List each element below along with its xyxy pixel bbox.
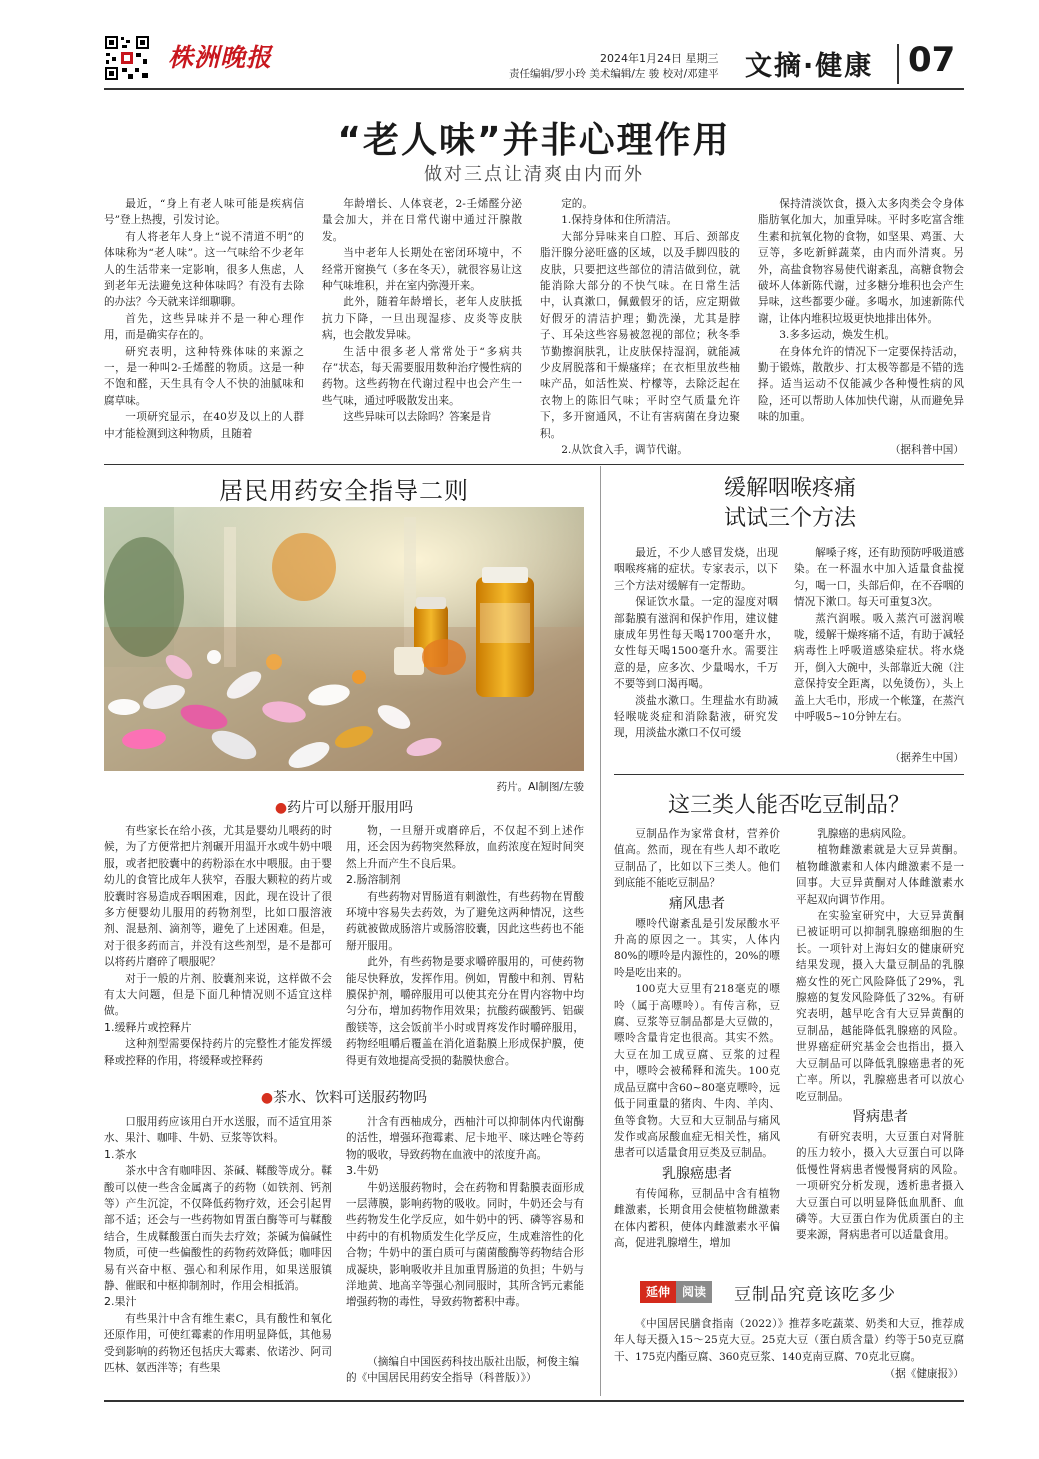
section-name: 文摘·健康 [745,51,874,82]
paragraph: 有研究表明，大豆蛋白对肾脏的压力较小，摄入大豆蛋白可以降低慢性肾病患者慢慢肾病的风险。一项研究分析发现，透析患者摄入大豆蛋白可以明显降低血肌酐、血磷等。大豆蛋白作为优质蛋白的主要来源，肾病患者可以适量食用。 [796,1130,964,1242]
paragraph: 3.多多运动，焕发生机。 [779,329,896,342]
paragraph: 最近，“身上有老人味可能是疾病信号”登上热搜，引发讨论。 [104,198,304,227]
paragraph: 牛奶送服药物时，会在药物和胃黏膜表面形成一层薄膜，影响药物的吸收。同时，牛奶还会与有些药物发生化学反应，如牛奶中的钙、磷等容易和中药中的有机物质发生化学反应，生成难溶性的化合物；牛奶中的蛋白质可与菌菌酸酶等药物结合形成凝块，影响吸收并且加重胃肠道的负担；牛奶与洋地黄、地高辛等强心剂同服时，其所含钙元素能增强药物的毒性，导致药物蓄积中毒。 [346,1181,584,1309]
paragraph: 2.从饮食入手，调节代谢。 [561,444,688,457]
paragraph: 在身体允许的情况下一定要保持活动，勤于锻炼，散散步、打太极等都是不错的选择。适当运动不仅能减少各种慢性病的风险，还可以帮助人体加快代谢，从而避免异味的加重。 [758,345,964,424]
paragraph: 茶水中含有咖啡因、茶碱、鞣酸等成分。鞣酸可以使一些含金属离子的药物（如铁剂、钙剂等）产生沉淀，不仅降低药物疗效，还会引起胃部不适；还会与一些药物如胃蛋白酶等可与鞣酸结合，生成鞣酸蛋白而失去疗效；茶碱为偏碱性物质，可使一些偏酸性的药物药效降低；咖啡因易有兴奋中枢、强心和利尿作用，如果送服镇静、催眠和中枢抑制剂时，作用会相抵消。 [104,1165,332,1293]
paragraph: 最近，不少人感冒发烧，出现咽喉疼痛的症状。专家表示，以下三个方法对缓解有一定帮助。 [614,547,778,592]
article3-title-line1: 缓解咽喉疼痛 [723,476,856,501]
article3-title [616,474,964,534]
subheading: 肾病患者 [852,1108,908,1125]
paragraph: 此外，随着年龄增长，老年人皮肤抵抗力下降，一旦出现湿疹、皮炎等皮肤病，也会散发异味。 [322,296,522,342]
paragraph: 有些家长在给小孩，尤其是婴幼儿喂药的时候，为了方便常把片剂碾开用温开水或牛奶中喂服，或者把胶囊中的药粉添在水中喂服。由于婴幼儿的食管比成年人狭窄，吞服大颗粒的药片或胶囊时容易造成吞咽困难，因此，现在设计了很多方便婴幼儿服用的药物剂型，比如口服溶液剂、混悬剂、滴剂等，避免了上述困难。但是，对于很多药而言，并没有这些剂型，是不是都可以将药片磨碎了喂服呢？ [104,825,332,969]
paragraph: 一项研究显示，在40岁及以上的人群中才能检测到这种物质，且随着 [104,411,304,440]
section-divider [897,44,899,84]
article1-column-4 [758,196,964,442]
paragraph: 蒸汽润喉。吸入蒸汽可滋润喉咙，缓解干燥疼痛不适，有助于减轻病毒性上呼吸道感染症状。将水烧开，倒入大碗中，头部靠近大碗（注意保持安全距离，以免烫伤），头上盖上大毛巾，形成一个帐篷，在蒸汽中呼吸5~10分钟左右。 [794,612,964,724]
article2-source: （摘编自中国医药科技出版社出版，柯俊主编的《中国居民用药安全指导（科普版）》） [346,1356,580,1384]
article1-column-2 [322,196,522,458]
paragraph: 在实验室研究中，大豆异黄酮已被证明可以抑制乳腺癌细胞的生长。一项针对上海妇女的健康研究结果发现，摄入大量豆制品的乳腺癌女性的死亡风险降低了29%，乳腺癌的复发风险降低了32%。有研究表明，越早吃含有大豆异黄酮的豆制品，越能降低乳腺癌的风险。世界癌症研究基金会也指出，摄入大豆制品可以降低乳腺癌患者的死亡率。所以，乳腺癌患者可以放心吃豆制品。 [796,910,964,1103]
section1-column-2 [346,823,584,1071]
article1-source: （据科普中国） [889,444,964,456]
paragraph: 有传闻称，豆制品中含有植物雌激素，长期食用会使植物雌激素在体内蓄积，使体内雌激素水平偏高，促进乳腺增生，增加 [614,1187,780,1249]
article3-title-line2: 试试三个方法 [723,506,856,531]
paragraph: 大部分异味来自口腔、耳后、颈部皮脂汗腺分泌旺盛的区域，以及手脚四肢的皮肤，只要把这些部位的清洁做到位，就能消除大部分的不快气味。在日常生活中，认真漱口，佩戴假牙的话，应定期做好假牙的清洁护理；勤洗澡，尤其是脖子、耳朵这些容易被忽视的部位；秋冬季节勤擦润肤乳，让皮肤保持湿润，就能减少皮屑脱落和干燥瘙痒；在衣柜里放些柚味产品，如活性炭、柠檬等，去除泛起在衣物上的陈旧气味；平时空气质量允许下，多开窗通风，不让有害病菌在身边聚积。 [540,230,740,440]
section1-column-1 [104,823,332,1071]
section2-heading [104,1087,584,1107]
article3-column-1 [614,545,778,765]
section2-column-2 [346,1114,584,1352]
paragraph: 保持清淡饮食，摄入太多肉类会令身体脂肪氧化加大，加重异味。平时多吃富含维生素和抗氧化物的食物，如坚果、鸡蛋、大豆等，多吃新鲜蔬菜，由内而外清爽。另外，高盐食物容易使代谢紊乱，高糖食物会破坏人体新陈代谢，过多糖分堆积也会产生异味，这些都要少碰。多喝水，加速新陈代谢，让体内堆积垃圾更快地排出体外。 [758,198,964,325]
paragraph: 定的。 [561,198,593,210]
paragraph: 生活中很多老人常常处于“多病共存”状态，每天需要服用数种治疗慢性病的药物。这些药物在代谢过程中也会产生一些气味，通过呼吸散发出来。 [322,345,522,407]
article4-column-2 [796,826,964,1260]
subheading: 2.肠溶制剂 [346,873,401,887]
section2-column-1 [104,1114,332,1400]
paragraph: 汁含有西柚成分，西柚汁可以抑制体内代谢酶的活性，增强环孢霉素、尼卡地平、咪达唑仑等药物的吸收，导致药物在血液中的浓度升高。 [346,1116,584,1161]
pills-photo [104,507,584,771]
paragraph: 研究表明，这种特殊体味的来源之一，是一种叫2-壬烯醛的物质。这是一种不饱和醛，天生具有令人不快的油腻味和腐草味。 [104,345,304,407]
subheading: 1.缓释片或控释片 [104,1020,192,1034]
subheading: 痛风患者 [669,895,725,912]
masthead-rule [104,88,964,90]
paragraph: 年龄增长、人体衰老，2-壬烯醛分泌量会加大，并在日常代谢中通过汗腺散发。 [322,198,522,243]
article4-column-1 [614,826,780,1260]
article2-title: 居民用药安全指导二则 [219,477,469,505]
paragraph: 口服用药应该用白开水送服，而不适宜用茶水、果汁、咖啡、牛奶、豆浆等饮料。 [104,1116,332,1145]
paragraph: 1.保持身体和住所清洁。 [561,214,678,227]
section2-heading-text: 茶水、饮料可送服药物吗 [273,1090,428,1106]
article1-column-1 [104,196,304,458]
section1-heading-text: 药片可以掰开服用吗 [287,800,414,816]
paragraph: 嘌呤代谢紊乱是引发尿酸水平升高的原因之一。其实，人体内80%的嘌呤是内源性的，20%的嘌呤是吃出来的。 [614,917,780,979]
newspaper-logo [168,42,272,74]
article1-column-3 [540,196,740,458]
logo-text: 株洲晚报 [168,43,273,72]
qr-code [104,35,150,81]
paragraph: 有些果汁中含有维生素C，具有酸性和氧化还原作用，可使红霉素的作用明显降低，其他易受到影响的药物还包括庆大霉素、依诺沙、阿司匹林、氨西泮等；有些果 [104,1312,332,1375]
tag-reading: 阅读 [676,1281,712,1303]
sidebar-text: 《中国居民膳食指南（2022）》推荐多吃蔬菜、奶类和大豆，推荐成年人每天摄入15～25克大豆。25克大豆（蛋白质含量）约等于50克豆腐干、175克内酯豆腐、360克豆浆、140克南豆腐、70克北豆腐。 [614,1318,964,1363]
paragraph: 解嗓子疼，还有助预防呼吸道感染。在一杯温水中加入适量食盐搅匀，喝一口，头部后仰，在不吞咽的情况下漱口。每天可重复3次。 [794,547,964,609]
paragraph: 100克大豆里有218毫克的嘌呤（属于高嘌呤）。有传言称，豆腐、豆浆等豆制品都是大豆做的，嘌呤含量肯定也很高。其实不然。大豆在加工成豆腐、豆浆的过程中，嘌呤会被稀释和流失。100克成品豆腐中含60~80毫克嘌呤，远低于同重量的猪肉、牛肉、羊肉、鱼等食物。大豆和大豆制品与痛风发作或高尿酸血症无相关性，痛风患者可以适量食用豆类及豆制品。 [614,983,780,1160]
bullet-icon: ● [274,800,288,816]
paragraph: 豆制品作为家常食材，营养价值高。然而，现在有些人却不敢吃豆制品了，比如以下三类人。他们到底能不能吃豆制品？ [614,828,780,890]
paragraph: 当中老年人长期处在密闭环境中，不经常开窗换气（多在冬天），就很容易让这种气味堆积，并在室内弥漫开来。 [322,247,522,293]
subheading: 乳腺癌患者 [662,1165,732,1182]
page-bottom-rule [104,1400,964,1402]
article1-subtitle: 做对三点让清爽由内而外 [424,164,644,185]
article4-title: 这三类人能否吃豆制品？ [667,793,910,818]
date-line: 2024年1月24日 星期三 [600,52,719,65]
sidebar-source: （据《健康报》） [884,1368,964,1380]
subheading: 2.果汁 [104,1295,137,1309]
article3-column-2 [794,545,964,751]
paragraph: 淡盐水漱口。生理盐水有助减轻喉咙炎症和消除黏液，研究发现，用淡盐水漱口不仅可缓 [614,694,778,740]
extended-reading-tag [640,1281,712,1303]
bullet-icon: ● [260,1090,274,1106]
subheading: 3.牛奶 [346,1164,379,1178]
article1-title: “老人味”并非心理作用 [337,120,731,161]
paragraph: 这些异味可以去除吗？答案是肯 [343,411,492,424]
sidebar-title: 豆制品究竟该吃多少 [734,1285,896,1305]
paragraph: 保证饮水量。一定的湿度对咽部黏膜有滋润和保护作用，建议健康成年男性每天喝1700毫升水，女性每天喝1500毫升水。需要注意的是，应多次、少量喝水，千万不要等到口渴再喝。 [614,596,778,691]
paragraph: 这种剂型需要保持药片的完整性才能发挥缓释或控释的作用，将缓释或控释药 [104,1038,332,1067]
editors-line: 责任编辑/罗小玲 美术编辑/左 骏 校对/邓建平 [509,68,719,80]
photo-caption: 药片。AI制图/左骏 [496,781,584,793]
paragraph: 植物雌激素就是大豆异黄酮。植物雌激素和人体内雌激素不是一回事。大豆异黄酮对人体雌激素水平起双向调节作用。 [796,844,964,906]
column-divider [600,466,601,1396]
page-number: 07 [908,40,956,80]
subheading: 1.茶水 [104,1147,137,1161]
tag-extend: 延伸 [640,1281,676,1303]
paragraph: 有些药物对胃肠道有刺激性，有些药物在胃酸环境中容易失去药效，为了避免这两种情况，这些药就被做成肠溶片或肠溶胶囊，因此这些药也不能掰开服用。 [346,890,584,952]
paragraph: 有人将老年人身上“说不清道不明”的体味称为“老人味”。这一气味给不少老年人的生活带来一定影响，很多人焦虑，人到老年无法避免这种体味吗？有没有去除的办法？今天就来详细聊聊。 [104,230,304,309]
article3-source: （据养生中国） [889,752,964,764]
paragraph: 乳腺癌的患病风险。 [817,828,913,840]
paragraph: 物，一旦掰开或磨碎后，不仅起不到上述作用，还会因为药物突然释放，血药浓度在短时间突然上升而产生不良后果。 [346,825,584,870]
article1-bottom-rule [104,464,964,465]
article3-bottom-rule [614,774,964,775]
paragraph: 此外，有些药物是要求嚼碎服用的，可使药物能尽快释放，发挥作用。例如，胃酸中和剂、胃粘膜保护剂，嚼碎服用可以使其充分在胃内容物中均匀分布，增加药物作用效果；抗酸药碳酸钙、铝碳酸镁等，这会饭前半小时或胃疼发作时嚼碎服用，药物经咀嚼后覆盖在消化道黏膜上形成保护膜，使得更有效地提高受损的黏膜快愈合。 [346,956,584,1067]
paragraph: 对于一般的片剂、胶囊剂来说，这样做不会有太大问题，但是下面几种情况则不适宜这样做。 [104,972,332,1018]
section1-heading [104,797,584,817]
paragraph: 首先，这些异味并不是一种心理作用，而是确实存在的。 [104,312,304,342]
